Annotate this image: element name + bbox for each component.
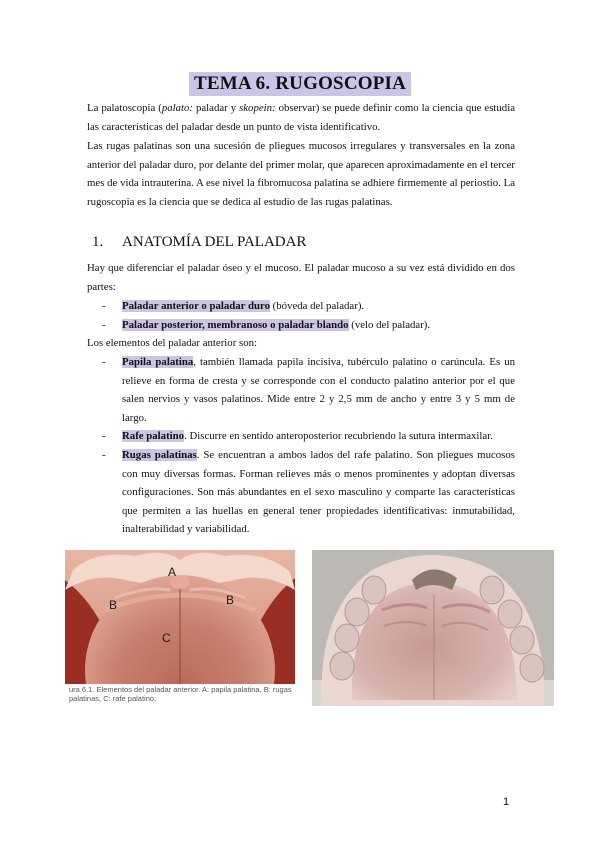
list-item: - Paladar anterior o paladar duro (bóveda del paladar). — [87, 297, 515, 316]
label-b-right: B — [226, 593, 235, 607]
list-item: - Papila palatina, también llamada papila incisiva, tubérculo palatino o carúncula. Es un relieve en forma de cresta y se corresponde con el conducto palatino anterior por el que salen nervios y vasos palatinos. Mide entre 2 y 2,5 mm de ancho y entre 3 y 5 mm de largo. — [87, 353, 515, 427]
page-number: 1 — [503, 796, 510, 808]
dental-cast-photo — [312, 550, 554, 706]
list-item: - Rugas palatinas. Se encuentran a ambos lados del rafe palatino. Son pliegues mucosos con muy diversas formas. Forman relieves más o menos prominentes y adoptan diversas configuraciones. Son más abundantes en el sexo masculino y comparte las características que permiten a las huellas en general tener propiedades identificativas: inmutabilidad, inalterabilidad y variabilidad. — [87, 446, 515, 539]
elements-list — [87, 353, 515, 539]
label-a: A — [168, 565, 177, 579]
label-b-left: B — [109, 598, 118, 612]
palate-parts-list — [87, 297, 515, 334]
section-heading: 1. ANATOMÍA DEL PALADAR — [92, 234, 307, 250]
list-item: - Paladar posterior, membranoso o paladar blando (velo del paladar). — [87, 316, 515, 335]
figure-caption: ura 6.1. Elementos del paladar anterior. A: papila palatina, B: rugas palatinas, C: rafe palatino. — [69, 685, 292, 703]
palate-photo — [65, 550, 295, 684]
section-lead: Hay que diferenciar el paladar óseo y el mucoso. El paladar mucoso a su vez está dividido en dos partes: — [87, 262, 515, 293]
intro-paragraph-1: La palatoscopia (palato: paladar y skopein: observar) se puede definir como la ciencia que estudia las características del paladar desde un punto de vista identificativo. — [87, 102, 515, 133]
document-title: TEMA 6. RUGOSCOPIA — [189, 72, 411, 96]
intro-paragraph-2: Las rugas palatinas son una sucesión de pliegues mucosos irregulares y transversales en la zona anterior del paladar duro, por delante del primer molar, que aparecen aproximadamente en el tercer mes de vida intrauterina. A ese nivel la fibromucosa palatina se adhiere firmemente al periostio. La rugoscopia es la ciencia que se dedica al estudio de las rugas palatinas. — [87, 140, 515, 208]
label-c: C — [162, 631, 171, 645]
palate-photo-figure — [65, 550, 295, 708]
list-item: - Rafe palatino. Discurre en sentido anteroposterior recubriendo la sutura intermaxilar. — [87, 427, 515, 446]
elements-lead: Los elementos del paladar anterior son: — [87, 337, 257, 349]
